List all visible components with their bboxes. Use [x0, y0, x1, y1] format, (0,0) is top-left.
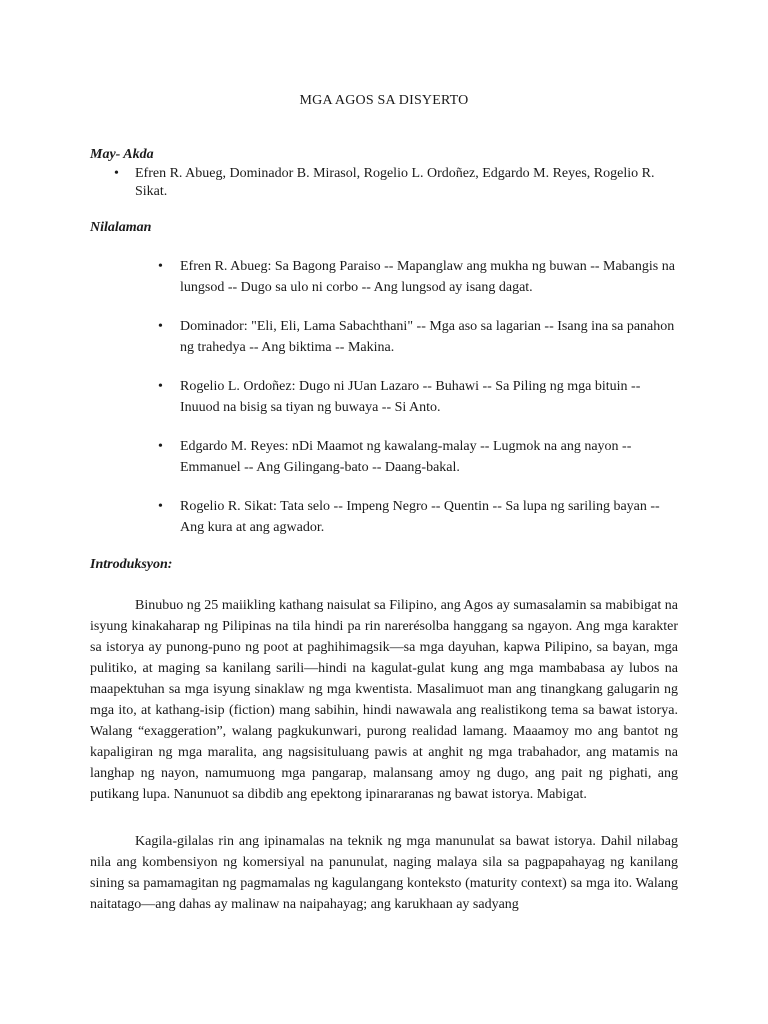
- document-title: MGA AGOS SA DISYERTO: [299, 93, 469, 108]
- list-item: [90, 376, 680, 436]
- authors-list: [90, 165, 680, 201]
- list-item: [90, 316, 680, 376]
- authors-heading: May- Akda: [90, 147, 154, 162]
- contents-item-text: Efren R. Abueg: Sa Bagong Paraiso -- Mapanglaw ang mukha ng buwan -- Mabangis na lungsod -- Dugo sa ulo ni corbo -- Ang lungsod ay isang dagat.: [180, 259, 675, 295]
- list-item: [90, 436, 680, 496]
- bullet-icon: •: [158, 499, 163, 514]
- contents-heading: Nilalaman: [90, 220, 152, 235]
- bullet-icon: •: [158, 259, 163, 274]
- contents-list: [90, 256, 680, 556]
- authors-text: Efren R. Abueg, Dominador B. Mirasol, Rogelio L. Ordoñez, Edgardo M. Reyes, Rogelio R. Sikat.: [135, 166, 655, 199]
- bullet-icon: •: [158, 319, 163, 334]
- list-item: [90, 165, 680, 201]
- contents-item-text: Rogelio R. Sikat: Tata selo -- Impeng Negro -- Quentin -- Sa lupa ng sariling bayan -- Ang kura at ang agwador.: [180, 499, 660, 535]
- list-item: [90, 496, 680, 556]
- contents-item-text: Rogelio L. Ordoñez: Dugo ni JUan Lazaro -- Buhawi -- Sa Piling ng mga bituin -- Inuuod na bisig sa tiyan ng buwaya -- Si Anto.: [180, 379, 641, 415]
- intro-heading: Introduksyon:: [90, 557, 173, 572]
- bullet-icon: •: [114, 166, 119, 181]
- intro-paragraph-2: Kagila-gilalas rin ang ipinamalas na teknik ng mga manunulat sa bawat istorya. Dahil nilabag nila ang kombensiyon ng komersiyal na panunulat, naging malaya sila sa pagpapahayag ng kanilang sining sa pamamagitan ng pagmamalas ng kagulangang konteksto (maturity context) sa mga ito. Walang naitatago—ang dahas ay malinaw na naipahayag; ang karukhaan ay sadyang: [90, 834, 678, 912]
- contents-item-text: Edgardo M. Reyes: nDi Maamot ng kawalang-malay -- Lugmok na ang nayon -- Emmanuel -- Ang Gilingang-bato -- Daang-bakal.: [180, 439, 632, 475]
- bullet-icon: •: [158, 439, 163, 454]
- intro-paragraph-1: Binubuo ng 25 maiikling kathang naisulat sa Filipino, ang Agos ay sumasalamin sa mabibigat na isyung kinakaharap ng Pilipinas na tila hindi pa rin narerésolba hanggang sa ngayon. Ang mga karakter sa istorya ay punong-puno ng poot at paghihimagsik—sa mga dayuhan, kapwa Pilipino, sa bayan, mga pulitiko, at maging sa kanilang sarili—hindi na kagulat-gulat kung ang mga mambabasa ay lubos na maapektuhan sa mga isyung sinaklaw ng mga kwentista. Masalimuot man ang tinangkang galugarin ng mga ito, at kathang-isip (fiction) mang sabihin, hindi nawawala ang realistikong tema sa bawat istorya. Walang “exaggeration”, walang pagkukunwari, purong realidad lamang. Maaamoy mo ang bantot ng kapaligiran ng mga maralita, ang nagsisituluang pawis at anghit ng mga trabahador, ang matamis na langhap ng nayon, namumuong mga pangarap, malansang amoy ng dugo, ang pait ng pighati, ang putikang lupa. Nanunuot sa dibdib ang epektong ipinararanas ng bawat istorya. Mabigat.: [90, 598, 678, 802]
- bullet-icon: •: [158, 379, 163, 394]
- list-item: [90, 256, 680, 316]
- contents-item-text: Dominador: "Eli, Eli, Lama Sabachthani" -- Mga aso sa lagarian -- Isang ina sa panahon ng trahedya -- Ang biktima -- Makina.: [180, 319, 675, 355]
